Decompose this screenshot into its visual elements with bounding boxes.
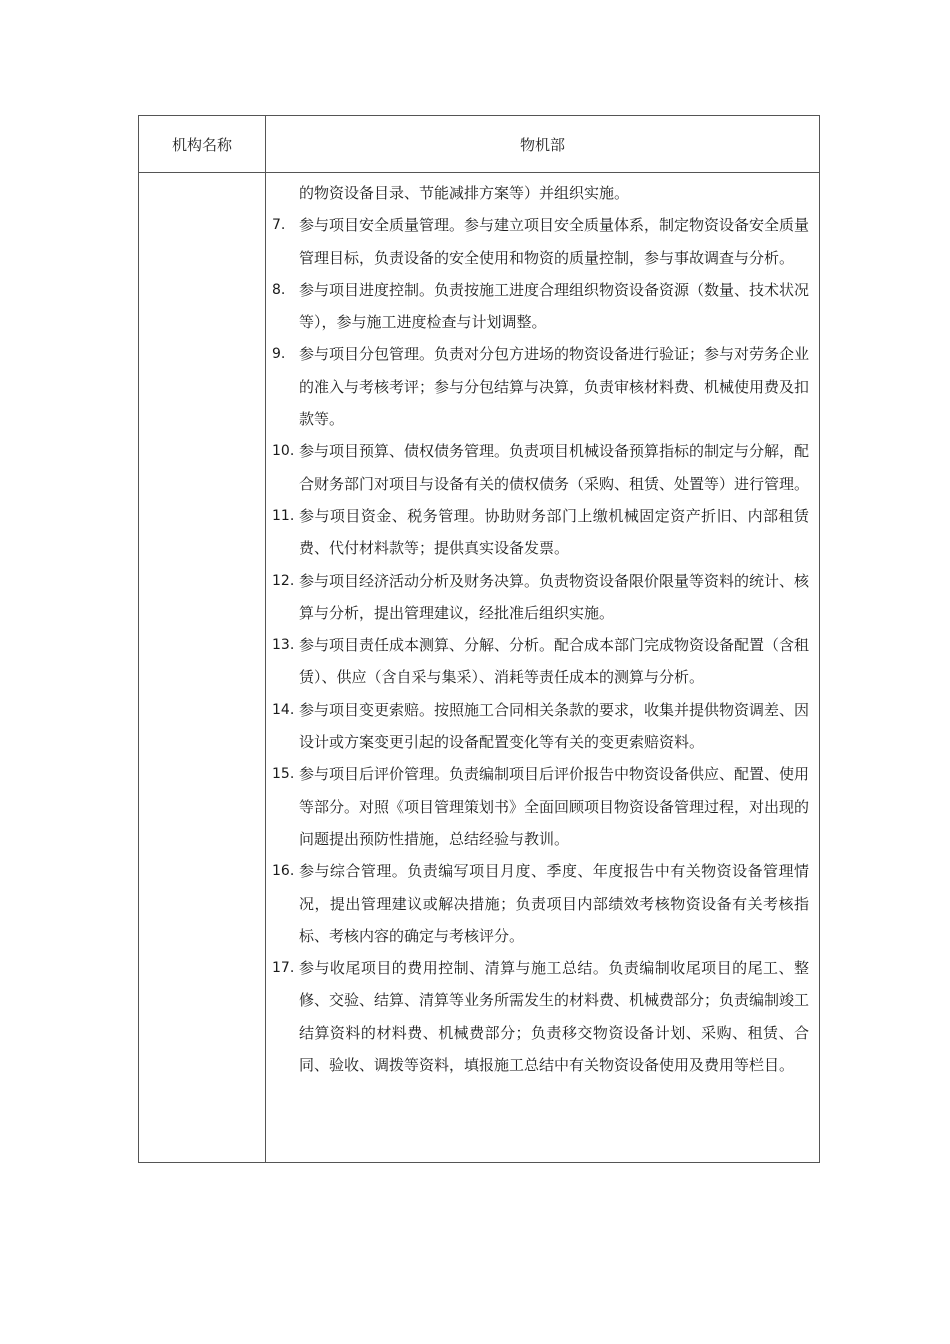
item-number: 17. [272,960,295,977]
item-number: 13. [272,637,295,654]
header-org-name-label: 机构名称 [171,135,232,154]
header-department-name: 物机部 [519,135,565,154]
list-item [272,500,809,565]
item-text: 参与项目分包管理。负责对分包方进场的物资设备进行验证；参与对劳务企业的准入与考核考评；参与分包结算与决算，负责审核材料费、机械使用费及扣款等。 [299,345,810,429]
duties-cell [266,173,819,1162]
item-text: 参与项目经济活动分析及财务决算。负责物资设备限价限量等资料的统计、核算与分析，提出管理建议，经批准后组织实施。 [299,571,810,622]
list-item [272,435,809,500]
list-item [272,952,809,1081]
list-item [272,274,809,339]
item-text: 参与项目预算、债权债务管理。负责项目机械设备预算指标的制定与分解，配合财务部门对项目与设备有关的债权债务（采购、租赁、处置等）进行管理。 [299,442,810,493]
list-item [272,629,809,694]
duties-content [272,177,809,1081]
list-item [272,758,809,855]
item-number: 9. [272,346,286,363]
continuation-text: 的物资设备目录、节能减排方案等）并组织实施。 [299,184,630,202]
item-number: 10. [272,443,295,460]
item-text: 参与项目后评价管理。负责编制项目后评价报告中物资设备供应、配置、使用等部分。对照《项目管理策划书》全面回顾项目物资设备管理过程，对出现的问题提出预防性措施，总结经验与教训。 [299,765,810,848]
item-number: 15. [272,766,295,783]
table-header-row [139,116,819,173]
item-text: 参与项目责任成本测算、分解、分析。配合成本部门完成物资设备配置（含租赁）、供应（含自采与集采）、消耗等责任成本的测算与分析。 [299,636,810,687]
list-item [272,565,809,630]
list-item [272,209,809,274]
list-item [272,694,809,759]
item-number: 8. [272,281,286,298]
responsibility-table [138,115,820,1163]
item-number: 12. [272,572,295,589]
item-text: 参与项目资金、税务管理。协助财务部门上缴机械固定资产折旧、内部租赁费、代付材料款等；提供真实设备发票。 [299,506,809,558]
item-number: 11. [272,507,295,524]
item-number: 7. [272,217,286,234]
item-text: 参与综合管理。负责编写项目月度、季度、年度报告中有关物资设备管理情况，提出管理建议或解决措施；负责项目内部绩效考核物资设备有关考核指标、考核内容的确定与考核评分。 [299,862,809,945]
list-item [272,855,809,952]
item-text: 参与项目安全质量管理。参与建立项目安全质量体系，制定物资设备安全质量管理目标，负责设备的安全使用和物资的质量控制，参与事故调查与分析。 [299,216,810,267]
item-text: 参与项目变更索赔。按照施工合同相关条款的要求，收集并提供物资调差、因设计或方案变更引起的设备配置变化等有关的变更索赔资料。 [299,700,810,752]
list-item [272,338,809,435]
item-number: 16. [272,863,295,880]
item-text: 参与项目进度控制。负责按施工进度合理组织物资设备资源（数量、技术状况等），参与施工进度检查与计划调整。 [299,280,810,332]
item-number: 14. [272,701,295,718]
item-text: 参与收尾项目的费用控制、清算与施工总结。负责编制收尾项目的尾工、整修、交验、结算、清算等业务所需发生的材料费、机械费部分；负责编制竣工结算资料的材料费、机械费部分；负责移交物资设备计划、采购、租赁、合同、验收、调拨等资料，填报施工总结中有关物资设备使用及费用等栏目。 [299,959,810,1075]
